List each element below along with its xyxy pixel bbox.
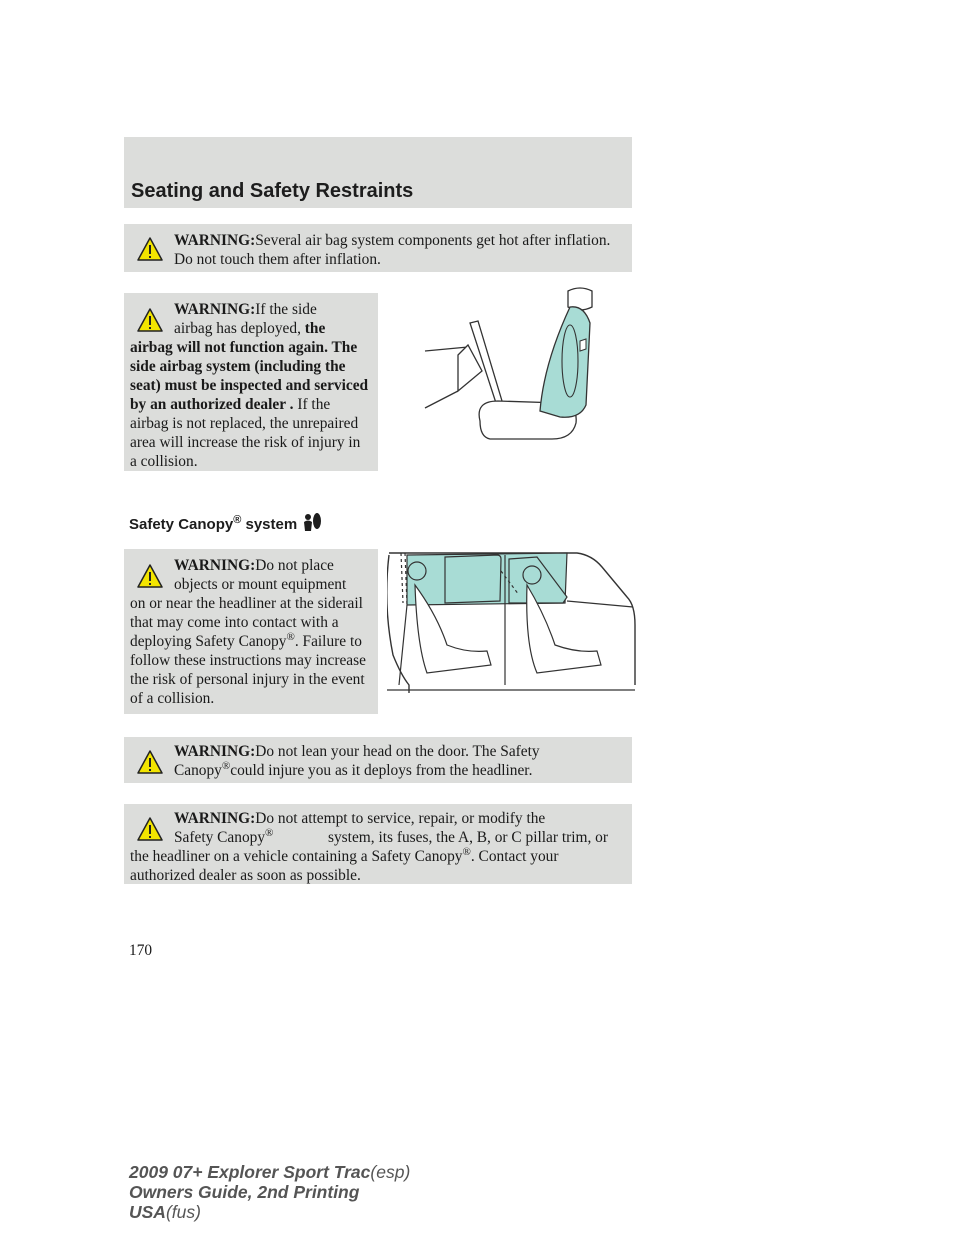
warning-box-hot-components (124, 224, 632, 272)
warning-box-headliner-equipment (124, 549, 378, 714)
safety-canopy-airbag-icon (301, 511, 323, 533)
registered-mark: ® (462, 845, 471, 858)
warning-text-line1: Do not attempt to service, repair, or modify the (255, 810, 546, 827)
warning-text-b: could injure you as it deploys from the headliner. (230, 762, 533, 779)
warning-label: WARNING: (174, 810, 256, 827)
footer-market-code: (fus) (165, 1202, 201, 1222)
warning-triangle-icon (137, 750, 163, 774)
registered-mark: ® (221, 759, 231, 772)
registered-mark: ® (265, 826, 274, 839)
page-title: Seating and Safety Restraints (131, 180, 414, 202)
warning-label: WARNING: (174, 232, 256, 249)
warning-text: Several air bag system components get hot after inflation. Do not touch them after inflation. (174, 232, 611, 268)
footer-edition: Owners Guide, 2nd Printing (129, 1182, 360, 1202)
warning-text-c: . Contact your authorized dealer as soon as possible. (130, 848, 559, 884)
warning-text-line2: airbag has deployed, (174, 320, 305, 337)
warning-text-line1: If the side (255, 301, 317, 318)
warning-triangle-icon (137, 564, 163, 588)
section-heading-suffix: system (241, 516, 298, 533)
warning-box-lean-head (124, 737, 632, 783)
warning-text-line1: Do not place (255, 557, 334, 574)
safety-canopy-vehicle-illustration (387, 545, 637, 695)
warning-triangle-icon (137, 308, 163, 332)
section-heading-safety-canopy (129, 511, 323, 533)
warning-text-a: on or near the headliner at the siderail that may come into contact with a deploying Safety Canopy (130, 595, 363, 650)
registered-mark: ® (233, 514, 242, 526)
warning-text-line2: objects or mount equipment (174, 576, 347, 593)
document-footer (129, 1162, 410, 1222)
footer-model-code: (esp) (370, 1162, 411, 1182)
registered-mark: ® (286, 630, 295, 643)
footer-model: 2009 07+ Explorer Sport Trac (129, 1162, 371, 1182)
warning-triangle-icon (137, 817, 163, 841)
warning-box-side-airbag (124, 293, 378, 471)
section-heading-name: Safety Canopy (129, 516, 234, 533)
warning-text-b: . Failure to follow these instructions may increase the risk of personal injury in the event of a collision. (130, 633, 366, 707)
warning-bold-line2: the (304, 320, 326, 337)
warning-label: WARNING: (174, 557, 256, 574)
warning-label: WARNING: (174, 301, 256, 318)
warning-bold-text: airbag will not function again. The side airbag system (including the seat) must be inspected and serviced by an authorized dealer . (130, 339, 369, 413)
side-airbag-seat-illustration (420, 283, 610, 453)
warning-triangle-icon (137, 237, 163, 261)
warning-text-rest: If the airbag is not replaced, the unrepaired area will increase the risk of injury in a collision. (130, 396, 361, 470)
warning-text-a: Safety Canopy (174, 829, 266, 846)
page-number: 170 (129, 942, 153, 959)
warning-box-service-canopy (124, 804, 632, 884)
warning-label: WARNING: (174, 743, 256, 760)
warning-text-a: Do not lean your head on the door. The Safety Canopy (174, 743, 540, 779)
warning-text-b: system, its fuses, the A, B, or C pillar trim, or the headliner on a vehicle containing a Safety Canopy (130, 829, 609, 865)
footer-market: USA (129, 1202, 166, 1222)
